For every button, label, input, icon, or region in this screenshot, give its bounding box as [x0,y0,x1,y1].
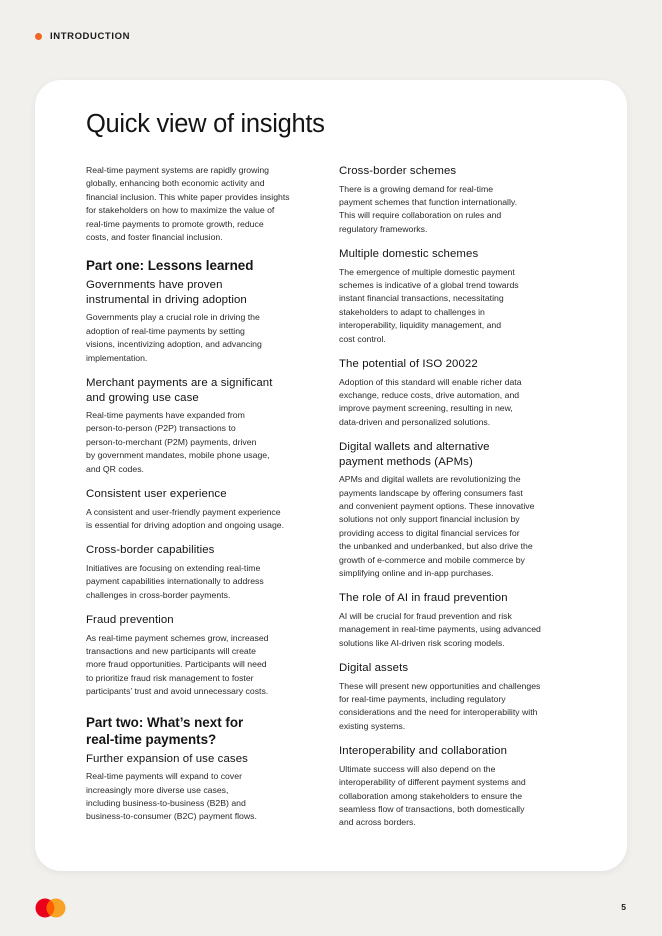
mastercard-logo-icon [35,898,67,918]
insight-title: Consistent user experience [86,488,227,501]
insight-block [339,247,581,346]
insight-body: Governments play a crucial role in driving the adoption of real-time payments by setting visions, incentivizing adoption, and advancing implementation. [86,312,262,363]
insight-body: The emergence of multiple domestic payment schemes is indicative of a global trend towards instant financial transactions, necessitating stakeholders to adapt to challenges in interoperability, liquidity management, and cost control. [339,266,519,344]
insight-title: Multiple domestic schemes [339,248,479,261]
insight-title: Fraud prevention [86,614,174,627]
intro-paragraph: Real-time payment systems are rapidly growing globally, enhancing both economic activity and financial inclusion. This white paper provides insights for stakeholders on how to maximize the value of real-time payments to promote growth, reduce costs, and foster financial inclusion. [86,165,290,243]
insight-block [86,752,322,824]
insight-title: The role of AI in fraud prevention [339,592,508,605]
insight-block [86,543,322,602]
insight-title: Interoperability and collaboration [339,745,508,758]
insight-body: As real-time payment schemes grow, increased transactions and new participants will create more fraud opportunities. Participants will need to prioritize fraud risk management to foster participants’ trust and avoid unnecessary costs. [86,632,269,697]
insight-block [86,278,322,365]
left-column [86,164,322,835]
insight-body: These will present new opportunities and challenges for real-time payments, including regulatory considerations and the need for interoperability with existing systems. [339,680,541,731]
insight-title: Further expansion of use cases [86,752,248,765]
insight-block [339,357,581,429]
insight-title: Cross-border capabilities [86,544,215,557]
insight-block [339,440,581,580]
page-number: 5 [621,902,626,912]
insight-body: There is a growing demand for real-time payment schemes that function internationally. This will require collaboration on rules and regulatory frameworks. [339,183,518,234]
right-column [339,164,581,841]
insight-block [86,376,322,476]
insight-block [339,661,581,733]
insight-title: The potential of ISO 20022 [339,358,478,371]
insight-title: Digital assets [339,662,409,675]
insight-title: Digital wallets and alternative payment methods (APMs) [339,441,490,468]
insight-body: AI will be crucial for fraud prevention and risk management in real-time payments, using advanced solutions like AI-driven risk scoring models. [339,610,541,648]
section-label: INTRODUCTION [50,31,131,42]
insight-block [339,744,581,830]
insight-block [86,487,322,532]
insight-title: Merchant payments are a significant and growing use case [86,377,273,404]
insight-title: Governments have proven instrumental in driving adoption [86,279,247,306]
insight-title: Cross-border schemes [339,165,457,177]
insight-body: Adoption of this standard will enable richer data exchange, reduce costs, drive automation, and improve payment screening, resulting in new, data-driven and personalized solutions. [339,376,522,427]
insight-body: Real-time payments will expand to cover increasingly more diverse use cases, including business-to-business (B2B) and business-to-consumer (B2C) payment flows. [86,771,257,822]
insight-body: Ultimate success will also depend on the interoperability of different payment systems and collaboration among stakeholders to ensure the seamless flow of transactions, both domestically and across borders. [339,763,526,828]
insight-body: APMs and digital wallets are revolutionizing the payments landscape by offering consumers fast and convenient payment options. These innovative solutions not only support financial inclusion by providing access to digital financial services for the unbanked and underbanked, but also drive the growth of e-commerce and mobile commerce by simplifying online and in-app purchases. [339,474,535,579]
section-tag [35,31,130,42]
bullet-dot-icon [35,33,42,40]
insight-body: Initiatives are focusing on extending real-time payment capabilities internationally to address challenges in cross-border payments. [86,562,264,600]
insight-block [339,591,581,650]
insight-body: A consistent and user-friendly payment experience is essential for driving adoption and ongoing usage. [86,506,285,530]
part-two-heading: Part two: What’s next for real-time payments? [86,714,244,747]
insight-block [86,613,322,699]
part-one-heading: Part one: Lessons learned [86,258,254,274]
insight-block [339,164,581,236]
page-title: Quick view of insights [86,110,325,138]
insight-body: Real-time payments have expanded from person-to-person (P2P) transactions to person-to-merchant (P2M) payments, driven by government mandates, mobile phone usage, and QR codes. [86,410,270,474]
